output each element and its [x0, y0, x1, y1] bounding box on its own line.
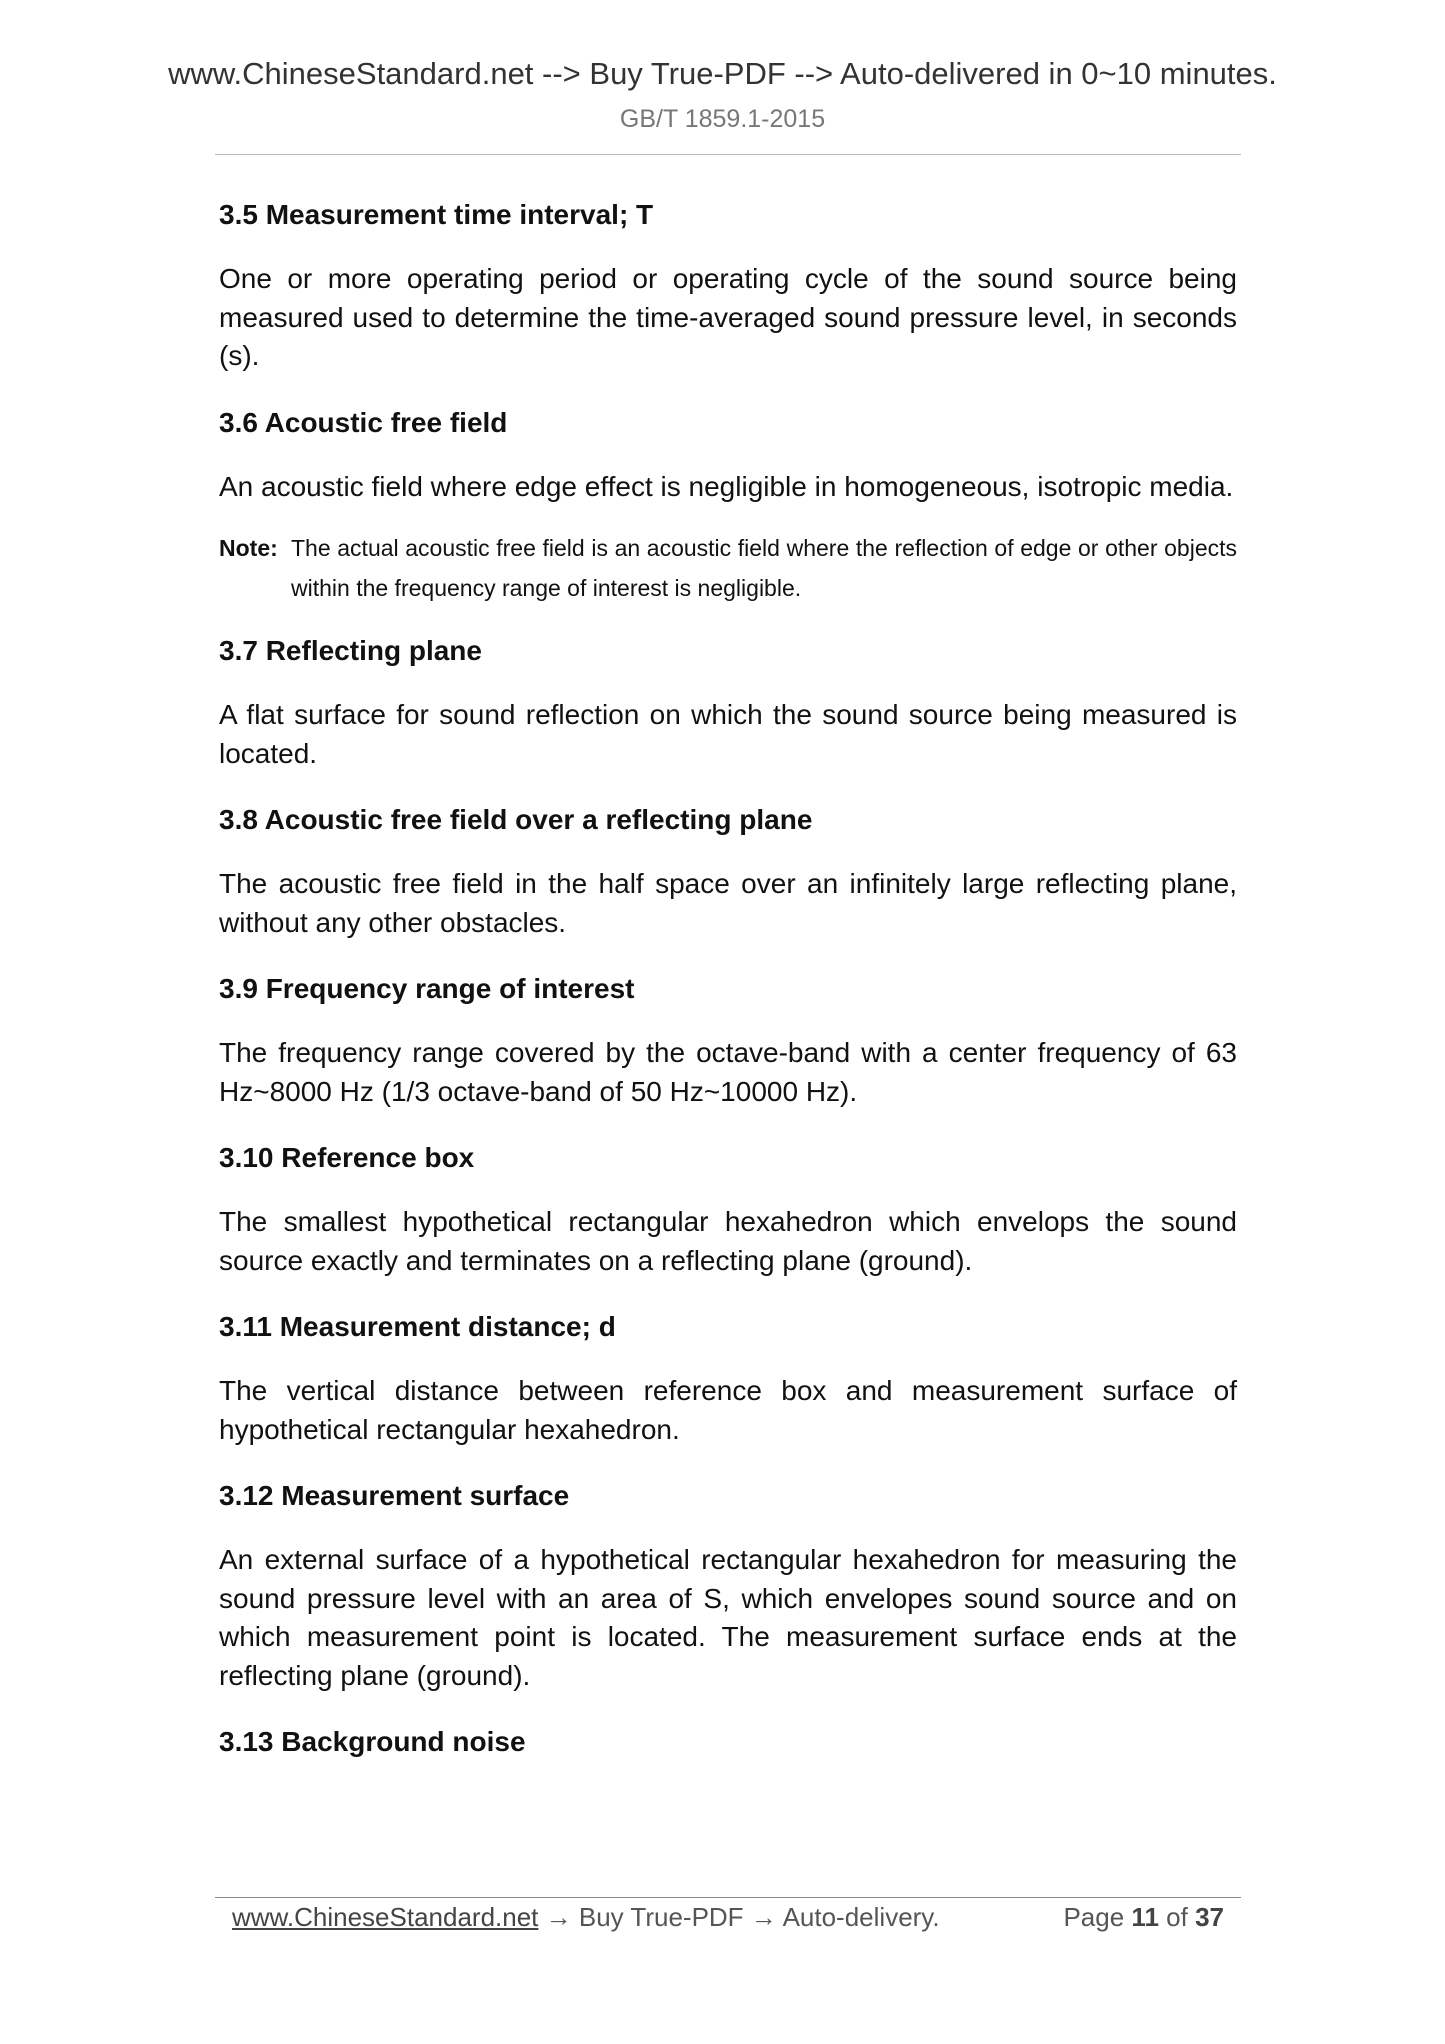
section-heading: 3.13 Background noise [219, 1726, 526, 1757]
document-body [219, 196, 1237, 1787]
section-3-8 [219, 801, 1237, 942]
page-label: Page [1063, 1902, 1125, 1932]
section-body: The smallest hypothetical rectangular hexahedron which envelops the sound source exactly and terminates on a reflecting plane (ground). [219, 1206, 1237, 1276]
header-divider [215, 154, 1241, 155]
footer-link[interactable]: www.ChineseStandard.net [232, 1902, 539, 1932]
page-total: 37 [1195, 1902, 1224, 1932]
footer-divider [215, 1897, 1241, 1898]
section-body: The acoustic free field in the half space over an infinitely large reflecting plane, without any other obstacles. [219, 868, 1237, 938]
section-3-10 [219, 1139, 1237, 1280]
section-heading: 3.11 Measurement distance; d [219, 1311, 616, 1342]
section-3-13 [219, 1723, 1237, 1761]
section-body: An acoustic field where edge effect is negligible in homogeneous, isotropic media. [219, 470, 1234, 502]
standard-code: GB/T 1859.1-2015 [619, 105, 826, 133]
page-indicator [1063, 1900, 1224, 1934]
section-heading: 3.6 Acoustic free field [219, 406, 508, 438]
section-heading: 3.8 Acoustic free field over a reflecting plane [219, 804, 813, 835]
section-body: One or more operating period or operating cycle of the sound source being measured used to determine the time-averaged sound pressure level, in seconds (s). [219, 263, 1237, 371]
page-current: 11 [1131, 1902, 1159, 1932]
footer [232, 1900, 1232, 1934]
note-text: The actual acoustic free field is an acoustic field where the reflection of edge or other objects within the frequency range of interest is negligible. [291, 535, 1237, 601]
header-banner: www.ChineseStandard.net --> Buy True-PDF --> Auto-delivered in 0~10 minutes. [168, 56, 1277, 91]
footer-text: → Buy True-PDF → Auto-delivery. [538, 1902, 940, 1932]
section-heading: 3.9 Frequency range of interest [219, 973, 635, 1004]
section-body: The vertical distance between reference box and measurement surface of hypothetical rectangular hexahedron. [219, 1375, 1237, 1445]
section-3-6 [219, 404, 1237, 609]
section-heading: 3.12 Measurement surface [219, 1480, 570, 1511]
section-heading: 3.7 Reflecting plane [219, 635, 482, 666]
section-3-11 [219, 1308, 1237, 1449]
section-body: A flat surface for sound reflection on which the sound source being measured is located. [219, 699, 1237, 769]
section-heading: 3.5 Measurement time interval; T [219, 199, 654, 230]
section-body: The frequency range covered by the octave-band with a center frequency of 63 Hz~8000 Hz (1/3 octave-band of 50 Hz~10000 Hz). [219, 1037, 1237, 1107]
section-3-7 [219, 632, 1237, 773]
section-3-9 [219, 970, 1237, 1111]
note-label: Note: [219, 535, 278, 561]
section-heading: 3.10 Reference box [219, 1142, 475, 1173]
section-3-12 [219, 1477, 1237, 1695]
page-of: of [1166, 1902, 1188, 1932]
section-body: An external surface of a hypothetical rectangular hexahedron for measuring the sound pressure level with an area of S, which envelopes sound source and on which measurement point is located. The measurement surface ends at the reflecting plane (ground). [219, 1544, 1237, 1691]
note [219, 528, 1237, 608]
section-3-5 [219, 196, 1237, 376]
